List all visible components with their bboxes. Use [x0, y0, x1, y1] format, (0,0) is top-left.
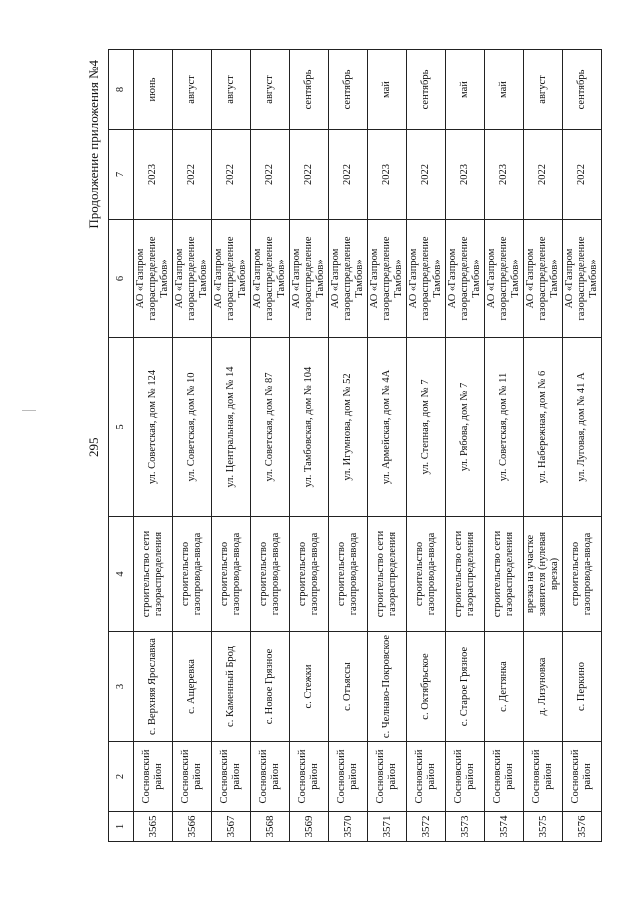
address-cell: ул. Набережная, дом № 6: [524, 338, 563, 517]
district-cell: Сосновский район: [251, 742, 290, 812]
locality-cell: с. Челнаво-Покровское: [368, 632, 407, 742]
organization-cell: АО «Газпром газораспределение Тамбов»: [563, 220, 602, 338]
organization-cell: АО «Газпром газораспределение Тамбов»: [251, 220, 290, 338]
district-cell: Сосновский район: [290, 742, 329, 812]
column-header: 8: [109, 50, 134, 130]
locality-cell: д. Лизуновка: [524, 632, 563, 742]
organization-cell: АО «Газпром газораспределение Тамбов»: [329, 220, 368, 338]
district-cell: Сосновский район: [563, 742, 602, 812]
page-header: [84, 50, 104, 842]
appendix-caption: Продолжение приложения №4: [86, 60, 101, 229]
year-cell: 2022: [173, 130, 212, 220]
table-row: [290, 50, 329, 842]
district-cell: Сосновский район: [173, 742, 212, 812]
address-cell: ул. Армейская, дом № 4А: [368, 338, 407, 517]
locality-cell: с. Старое Грязное: [446, 632, 485, 742]
district-cell: Сосновский район: [524, 742, 563, 812]
page-number: 295: [86, 437, 101, 457]
column-header: 7: [109, 130, 134, 220]
locality-cell: с. Отъяссы: [329, 632, 368, 742]
column-header: 1: [109, 812, 134, 842]
table-row: [212, 50, 251, 842]
district-cell: Сосновский район: [368, 742, 407, 812]
month-cell: сентябрь: [290, 50, 329, 130]
table-row: [485, 50, 524, 842]
organization-cell: АО «Газпром газораспределение Тамбов»: [524, 220, 563, 338]
month-cell: август: [524, 50, 563, 130]
month-cell: сентябрь: [329, 50, 368, 130]
row-number: 3572: [407, 812, 446, 842]
address-cell: ул. Степная, дом № 7: [407, 338, 446, 517]
row-number: 3567: [212, 812, 251, 842]
organization-cell: АО «Газпром газораспределение Тамбов»: [290, 220, 329, 338]
month-cell: август: [251, 50, 290, 130]
column-header: 3: [109, 632, 134, 742]
district-cell: Сосновский район: [407, 742, 446, 812]
work-type-cell: строительство газопровода-ввода: [173, 517, 212, 632]
month-cell: май: [368, 50, 407, 130]
work-type-cell: строительство сети газораспределения: [485, 517, 524, 632]
year-cell: 2022: [407, 130, 446, 220]
column-header: 6: [109, 220, 134, 338]
year-cell: 2022: [563, 130, 602, 220]
year-cell: 2023: [134, 130, 173, 220]
month-cell: сентябрь: [407, 50, 446, 130]
address-cell: ул. Советская, дом № 10: [173, 338, 212, 517]
district-cell: Сосновский район: [329, 742, 368, 812]
row-number: 3571: [368, 812, 407, 842]
column-header: 2: [109, 742, 134, 812]
gasification-table: [108, 49, 602, 842]
row-number: 3569: [290, 812, 329, 842]
row-number: 3566: [173, 812, 212, 842]
table-row: [407, 50, 446, 842]
address-cell: ул. Игумнова, дом № 52: [329, 338, 368, 517]
year-cell: 2022: [212, 130, 251, 220]
table-row: [524, 50, 563, 842]
organization-cell: АО «Газпром газораспределение Тамбов»: [446, 220, 485, 338]
row-number: 3575: [524, 812, 563, 842]
work-type-cell: строительство сети газораспределения: [446, 517, 485, 632]
month-cell: май: [446, 50, 485, 130]
column-header: 5: [109, 338, 134, 517]
work-type-cell: строительство сети газораспределения: [368, 517, 407, 632]
locality-cell: с. Перкино: [563, 632, 602, 742]
locality-cell: с. Дегтянка: [485, 632, 524, 742]
address-cell: ул. Советская, дом № 11: [485, 338, 524, 517]
month-cell: август: [212, 50, 251, 130]
organization-cell: АО «Газпром газораспределение Тамбов»: [134, 220, 173, 338]
district-cell: Сосновский район: [134, 742, 173, 812]
work-type-cell: строительство газопровода-ввода: [563, 517, 602, 632]
locality-cell: с. Октябрьское: [407, 632, 446, 742]
address-cell: ул. Центральная, дом № 14: [212, 338, 251, 517]
year-cell: 2022: [329, 130, 368, 220]
year-cell: 2023: [485, 130, 524, 220]
table-row: [251, 50, 290, 842]
address-cell: ул. Советская, дом № 124: [134, 338, 173, 517]
table-header-row: [109, 50, 134, 842]
scan-artifact-line: [22, 410, 36, 411]
row-number: 3576: [563, 812, 602, 842]
year-cell: 2022: [251, 130, 290, 220]
organization-cell: АО «Газпром газораспределение Тамбов»: [212, 220, 251, 338]
rotated-page: [84, 50, 627, 842]
locality-cell: с. Новое Грязное: [251, 632, 290, 742]
work-type-cell: строительство сети газораспределения: [134, 517, 173, 632]
row-number: 3574: [485, 812, 524, 842]
month-cell: август: [173, 50, 212, 130]
table-row: [173, 50, 212, 842]
column-header: 4: [109, 517, 134, 632]
month-cell: сентябрь: [563, 50, 602, 130]
row-number: 3573: [446, 812, 485, 842]
address-cell: ул. Луговая, дом № 41 А: [563, 338, 602, 517]
address-cell: ул. Советская, дом № 87: [251, 338, 290, 517]
address-cell: ул. Тамбовская, дом № 104: [290, 338, 329, 517]
table-row: [329, 50, 368, 842]
table-row: [446, 50, 485, 842]
table-row: [134, 50, 173, 842]
year-cell: 2022: [524, 130, 563, 220]
work-type-cell: строительство газопровода-ввода: [407, 517, 446, 632]
month-cell: июнь: [134, 50, 173, 130]
row-number: 3568: [251, 812, 290, 842]
work-type-cell: строительство газопровода-ввода: [212, 517, 251, 632]
district-cell: Сосновский район: [485, 742, 524, 812]
work-type-cell: строительство газопровода-ввода: [251, 517, 290, 632]
work-type-cell: строительство газопровода-ввода: [290, 517, 329, 632]
year-cell: 2023: [446, 130, 485, 220]
work-type-cell: врезка на участке заявителя (нулевая врезка): [524, 517, 563, 632]
address-cell: ул. Рябова, дом № 7: [446, 338, 485, 517]
work-type-cell: строительство газопровода-ввода: [329, 517, 368, 632]
district-cell: Сосновский район: [446, 742, 485, 812]
month-cell: май: [485, 50, 524, 130]
locality-cell: с. Ащеревка: [173, 632, 212, 742]
year-cell: 2022: [290, 130, 329, 220]
locality-cell: с. Каменный Брод: [212, 632, 251, 742]
table-row: [368, 50, 407, 842]
organization-cell: АО «Газпром газораспределение Тамбов»: [368, 220, 407, 338]
locality-cell: с. Верхняя Ярославка: [134, 632, 173, 742]
organization-cell: АО «Газпром газораспределение Тамбов»: [485, 220, 524, 338]
organization-cell: АО «Газпром газораспределение Тамбов»: [173, 220, 212, 338]
year-cell: 2023: [368, 130, 407, 220]
row-number: 3565: [134, 812, 173, 842]
locality-cell: с. Стежки: [290, 632, 329, 742]
district-cell: Сосновский район: [212, 742, 251, 812]
table-row: [563, 50, 602, 842]
organization-cell: АО «Газпром газораспределение Тамбов»: [407, 220, 446, 338]
row-number: 3570: [329, 812, 368, 842]
